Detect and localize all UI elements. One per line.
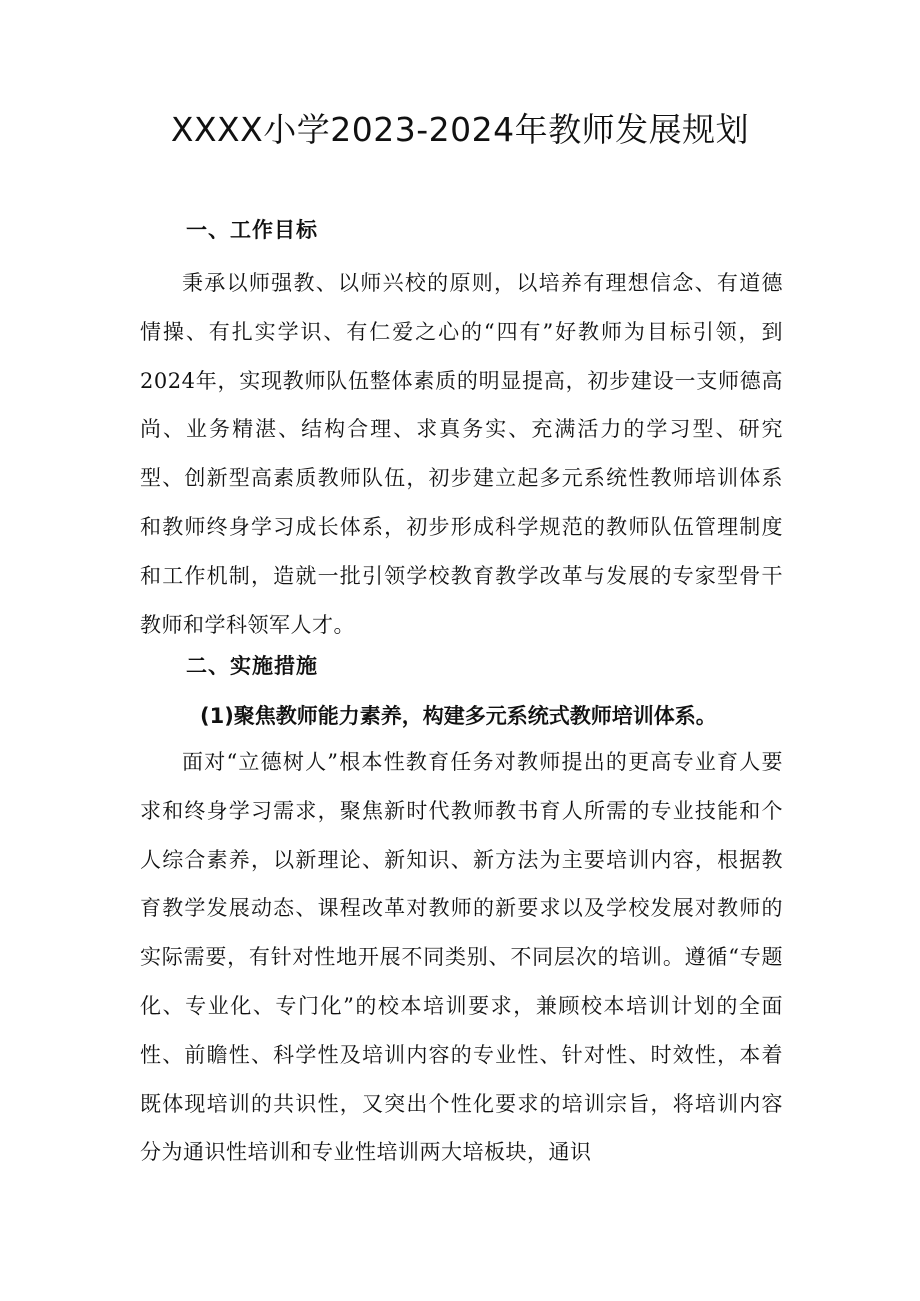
goals-paragraph: 秉承以师强教、以师兴校的原则，以培养有理想信念、有道德情操、有扎实学识、有仁爱之心的“四有”好教师为目标引领，到2024年，实现教师队伍整体素质的明显提高，初步建设一支师德高尚、业务精湛、结构合理、求真务实、充满活力的学习型、研究型、创新型高素质教师队伍，初步建立起多元系统性教师培训体系和教师终身学习成长体系，初步形成科学规范的教师队伍管理制度和工作机制，造就一批引领学校教育教学改革与发展的专家型骨干教师和学科领军人才。: [140, 271, 783, 637]
section-heading-goals: 一、工作目标: [186, 218, 318, 242]
measure-subheading-1: (1)聚焦教师能力素养，构建多元系统式教师培训体系。: [200, 704, 717, 728]
document-title: XXXX小学2023-2024年教师发展规划: [170, 110, 750, 149]
section-heading-measures: 二、实施措施: [186, 654, 318, 678]
measures-paragraph: 面对“立德树人”根本性教育任务对教师提出的更高专业育人要求和终身学习需求，聚焦新时代教师教书育人所需的专业技能和个人综合素养，以新理论、新知识、新方法为主要培训内容，根据教育教学发展动态、课程改革对教师的新要求以及学校发展对教师的实际需要，有针对性地开展不同类别、不同层次的培训。遵循“专题化、专业化、专门化”的校本培训要求，兼顾校本培训计划的全面性、前瞻性、科学性及培训内容的专业性、针对性、时效性，本着既体现培训的共识性，又突出个性化要求的培训宗旨，将培训内容分为通识性培训和专业性培训两大培板块，通识: [140, 750, 783, 1165]
